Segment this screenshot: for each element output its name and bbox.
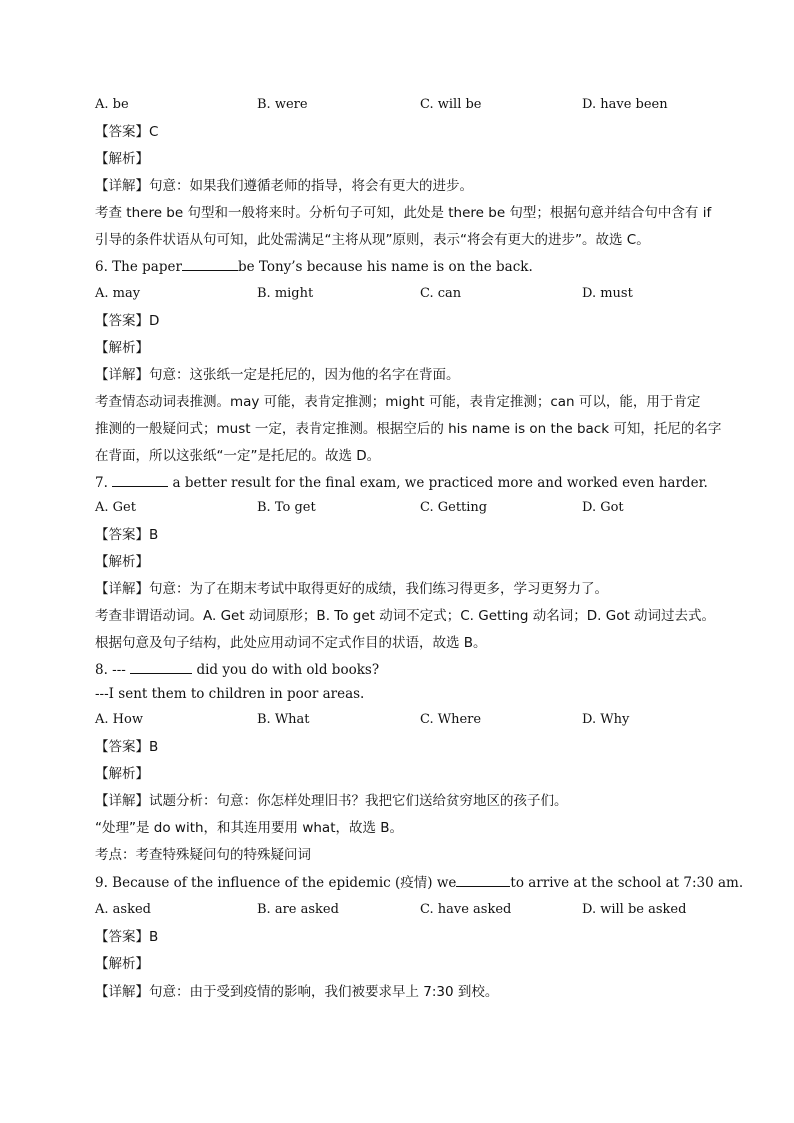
q8-reply: ---I sent them to children in poor areas. — [95, 686, 365, 702]
q8-stem-end: did you do with old books? — [196, 662, 380, 678]
q7-option-a: A. Get — [95, 500, 136, 515]
q9-option-c: C. have asked — [420, 902, 512, 917]
q6-explanation-line-1: 考查情态动词表推测。may 可能，表肯定推测；might 可能，表肯定推测；can 可以，能，用于肯定 — [95, 394, 701, 410]
q6-explanation-line-3: 在背面，所以这张纸“一定”是托尼的。故选 D。 — [95, 448, 381, 464]
q6-stem — [95, 258, 533, 276]
q9-option-b: B. are asked — [257, 902, 339, 917]
q9-detail: 【详解】句意：由于受到疫情的影响，我们被要求早上 7:30 到校。 — [95, 984, 499, 1000]
q8-option-c: C. Where — [420, 712, 482, 727]
q5-option-a: A. be — [95, 97, 129, 112]
q6-option-a: A. may — [95, 286, 141, 301]
q8-stem — [95, 661, 379, 679]
q6-stem-start: 6. The paper — [95, 259, 182, 275]
q7-stem-start: 7. — [95, 475, 108, 491]
q9-blank — [456, 874, 510, 887]
q7-analysis-heading: 【解析】 — [95, 554, 149, 570]
q7-answer: 【答案】B — [95, 527, 159, 543]
q5-explanation-line-1: 考查 there be 句型和一般将来时。分析句子可知，此处是 there be 句型；根据句意并结合句中含有 if — [95, 205, 712, 221]
q6-answer: 【答案】D — [95, 313, 160, 329]
q8-detail: 【详解】试题分析：句意：你怎样处理旧书？我把它们送给贫穷地区的孩子们。 — [95, 793, 568, 809]
q9-option-d: D. will be asked — [582, 902, 687, 917]
q8-analysis-heading: 【解析】 — [95, 766, 149, 782]
q6-option-d: D. must — [582, 286, 633, 301]
q5-answer: 【答案】C — [95, 124, 159, 140]
q7-stem-end: a better result for the final exam, we practiced more and worked even harder. — [172, 475, 708, 491]
q8-option-a: A. How — [95, 712, 143, 727]
q6-stem-end: be Tony’s because his name is on the back. — [237, 259, 533, 275]
q7-option-c: C. Getting — [420, 500, 488, 515]
q8-stem-start: 8. --- — [95, 662, 126, 678]
q7-blank — [112, 474, 168, 487]
q5-option-d: D. have been — [582, 97, 668, 112]
q6-detail: 【详解】句意：这张纸一定是托尼的，因为他的名字在背面。 — [95, 367, 460, 383]
q8-blank — [130, 661, 192, 674]
q7-detail: 【详解】句意：为了在期末考试中取得更好的成绩，我们练习得更多，学习更努力了。 — [95, 581, 608, 597]
q5-option-b: B. were — [257, 97, 308, 112]
q9-option-a: A. asked — [95, 902, 151, 917]
q6-option-c: C. can — [420, 286, 462, 301]
q9-answer: 【答案】B — [95, 929, 159, 945]
q5-option-c: C. will be — [420, 97, 482, 112]
q9-stem — [95, 874, 743, 892]
q6-option-b: B. might — [257, 286, 314, 301]
q7-explanation-line-1: 考查非谓语动词。A. Get 动词原形；B. To get 动词不定式；C. Getting 动名词；D. Got 动词过去式。 — [95, 608, 716, 624]
q8-option-d: D. Why — [582, 712, 630, 727]
q5-explanation-line-2: 引导的条件状语从句可知，此处需满足“主将从现”原则，表示“将会有更大的进步”。故选 C。 — [95, 232, 650, 248]
q7-option-d: D. Got — [582, 500, 624, 515]
q6-analysis-heading: 【解析】 — [95, 340, 149, 356]
q8-answer: 【答案】B — [95, 739, 159, 755]
q8-topic: 考点：考查特殊疑问句的特殊疑问词 — [95, 847, 311, 863]
q9-stem-end: to arrive at the school at 7:30 am. — [510, 875, 744, 891]
q8-explanation-line-1: “处理”是 do with，和其连用要用 what，故选 B。 — [95, 820, 404, 836]
q7-option-b: B. To get — [257, 500, 316, 515]
q9-analysis-heading: 【解析】 — [95, 956, 149, 972]
q5-detail: 【详解】句意：如果我们遵循老师的指导，将会有更大的进步。 — [95, 178, 473, 194]
q8-option-b: B. What — [257, 712, 310, 727]
q7-stem — [95, 474, 708, 492]
q7-explanation-line-2: 根据句意及句子结构，此处应用动词不定式作目的状语，故选 B。 — [95, 635, 487, 651]
q6-explanation-line-2: 推测的一般疑问式；must 一定，表肯定推测。根据空后的 his name is on the back 可知，托尼的名字 — [95, 421, 722, 437]
q5-analysis-heading: 【解析】 — [95, 151, 149, 167]
q9-stem-start: 9. Because of the influence of the epidemic (疫情) we — [95, 875, 457, 891]
q6-blank — [182, 258, 238, 271]
